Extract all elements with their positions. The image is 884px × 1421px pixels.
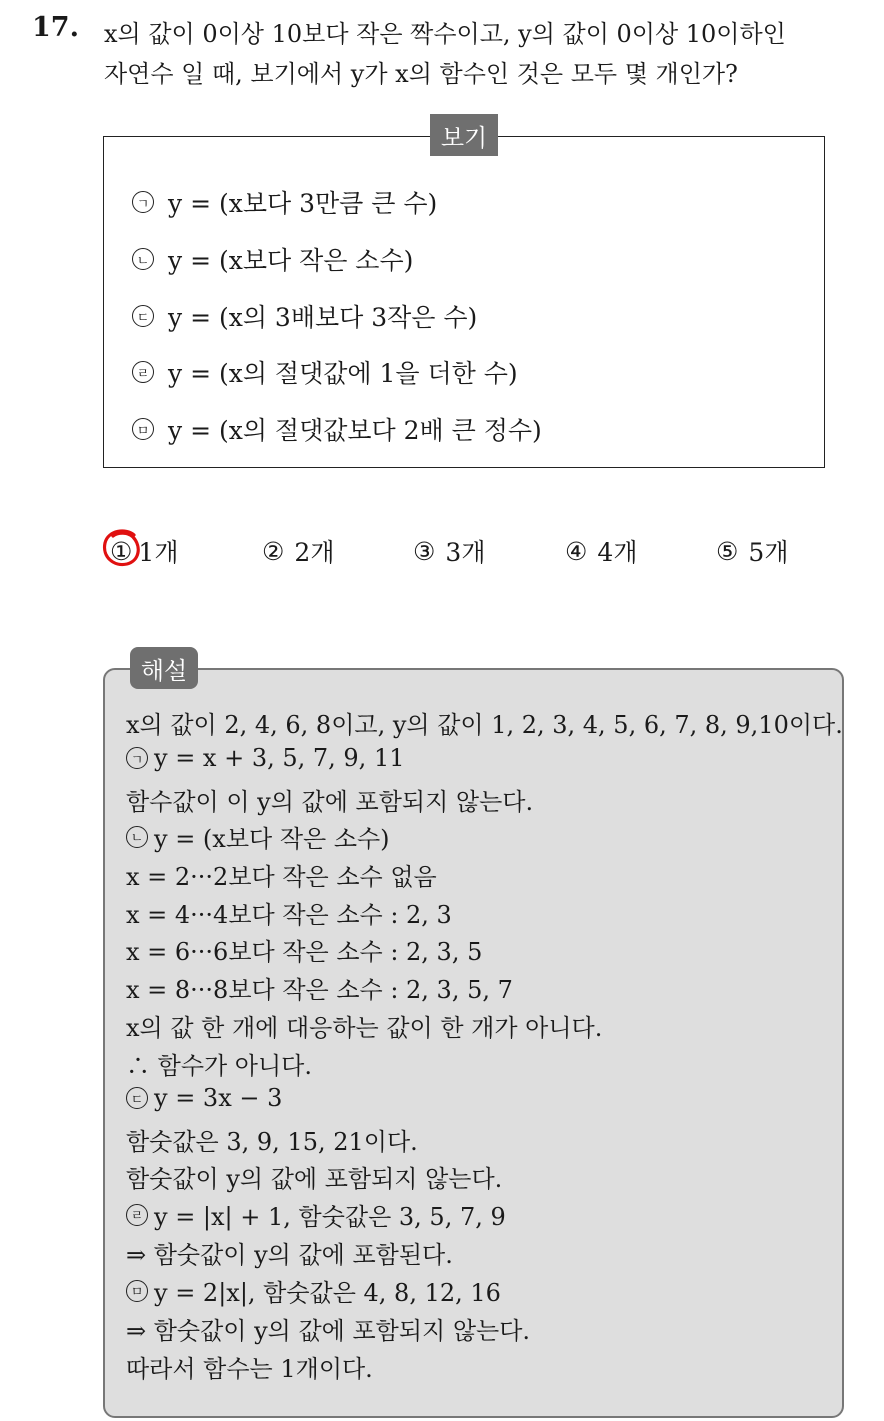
solution-line-text: x = 6···6보다 작은 소수 : 2, 3, 5 [126,938,483,966]
solution-line-text: y = 3x − 3 [154,1084,283,1112]
solution-line-text: x의 값이 2, 4, 6, 8이고, y의 값이 1, 2, 3, 4, 5, 6, 7, 8, 9,10이다. [126,711,843,739]
circled-marker: ㄴ [132,248,154,270]
question-text-line-2: 자연수 일 때, 보기에서 y가 x의 함수인 것은 모두 몇 개인가? [104,60,738,88]
bogi-item [132,184,437,220]
solution-line [126,782,533,817]
solution-line-text: x = 2···2보다 작은 소수 없음 [126,863,437,891]
circled-marker: ㅁ [126,1280,148,1302]
bogi-item [132,241,413,277]
choice-label: 4개 [597,538,638,567]
bogi-item-text: y = (x보다 작은 소수) [168,246,414,275]
solution-line-text: 따라서 함수는 1개이다. [126,1355,373,1383]
solution-line [126,1235,453,1270]
bogi-title: 보기 [430,114,498,156]
solution-line-text: x = 8···8보다 작은 소수 : 2, 3, 5, 7 [126,976,513,1004]
solution-line [126,1084,282,1112]
solution-line-text: ⇒ 함숫값이 y의 값에 포함되지 않는다. [126,1317,531,1345]
answer-circle-mark [100,527,144,569]
circled-marker: ㅁ [132,418,154,440]
solution-line [126,819,390,854]
choice-4[interactable] [565,533,637,569]
solution-line-text: x = 4···4보다 작은 소수 : 2, 3 [126,901,452,929]
question-text-line-1: x의 값이 0이상 10보다 작은 짝수이고, y의 값이 0이상 10이하인 [104,20,786,48]
circled-marker: ㄷ [132,305,154,327]
solution-line [126,970,513,1005]
choice-2[interactable] [262,533,334,569]
choice-label: 5개 [748,538,789,567]
solution-line [126,1159,502,1194]
circled-marker: ㄴ [126,826,148,848]
choice-label: 3개 [445,538,486,567]
circled-marker: ㄱ [126,747,148,769]
bogi-item-text: y = (x의 절댓값보다 2배 큰 정수) [168,416,542,445]
solution-line-text: y = |x| + 1, 함숫값은 3, 5, 7, 9 [154,1203,506,1231]
circled-marker: ㄱ [132,191,154,213]
bogi-item-text: y = (x의 3배보다 3작은 수) [168,303,478,332]
choice-marker: ② [262,536,285,566]
solution-line [126,895,452,930]
solution-line-text: y = x + 3, 5, 7, 9, 11 [154,744,405,772]
choice-label: 2개 [294,538,335,567]
bogi-item [132,411,542,447]
bogi-item-text: y = (x의 절댓값에 1을 더한 수) [168,359,518,388]
choice-3[interactable] [413,533,485,569]
solution-line [126,1008,602,1043]
choice-marker: ③ [413,536,436,566]
choice-marker: ④ [565,536,588,566]
choice-marker: ⑤ [716,536,739,566]
solution-line [126,1349,373,1384]
choice-5[interactable] [716,533,788,569]
solution-line [126,705,843,740]
choice-marker: ① [110,536,133,566]
solution-line-text: y = (x보다 작은 소수) [154,825,390,853]
circled-marker: ㄹ [126,1204,148,1226]
solution-line-text: ⇒ 함숫값이 y의 값에 포함된다. [126,1241,453,1269]
solution-line-text: 함수값이 이 y의 값에 포함되지 않는다. [126,788,534,816]
solution-line-text: ∴ 함수가 아니다. [126,1052,312,1080]
circled-marker: ㄹ [132,361,154,383]
bogi-item [132,354,518,390]
solution-line-text: y = 2|x|, 함숫값은 4, 8, 12, 16 [154,1279,501,1307]
solution-line-text: x의 값 한 개에 대응하는 값이 한 개가 아니다. [126,1014,603,1042]
question-number: 17. [32,12,79,43]
solution-line [126,744,404,772]
solution-line [126,1273,501,1308]
solution-line [126,1122,418,1157]
solution-line-text: 함숫값은 3, 9, 15, 21이다. [126,1128,418,1156]
choice-label: 1개 [138,538,179,567]
solution-title: 해설 [130,647,198,689]
solution-line [126,1311,530,1346]
solution-line-text: 함숫값이 y의 값에 포함되지 않는다. [126,1165,503,1193]
solution-line [126,857,437,892]
circled-marker: ㄷ [126,1087,148,1109]
solution-line [126,1046,312,1081]
solution-line [126,1197,506,1232]
bogi-item-text: y = (x보다 3만큼 큰 수) [168,189,438,218]
bogi-item [132,298,477,334]
solution-line [126,932,482,967]
